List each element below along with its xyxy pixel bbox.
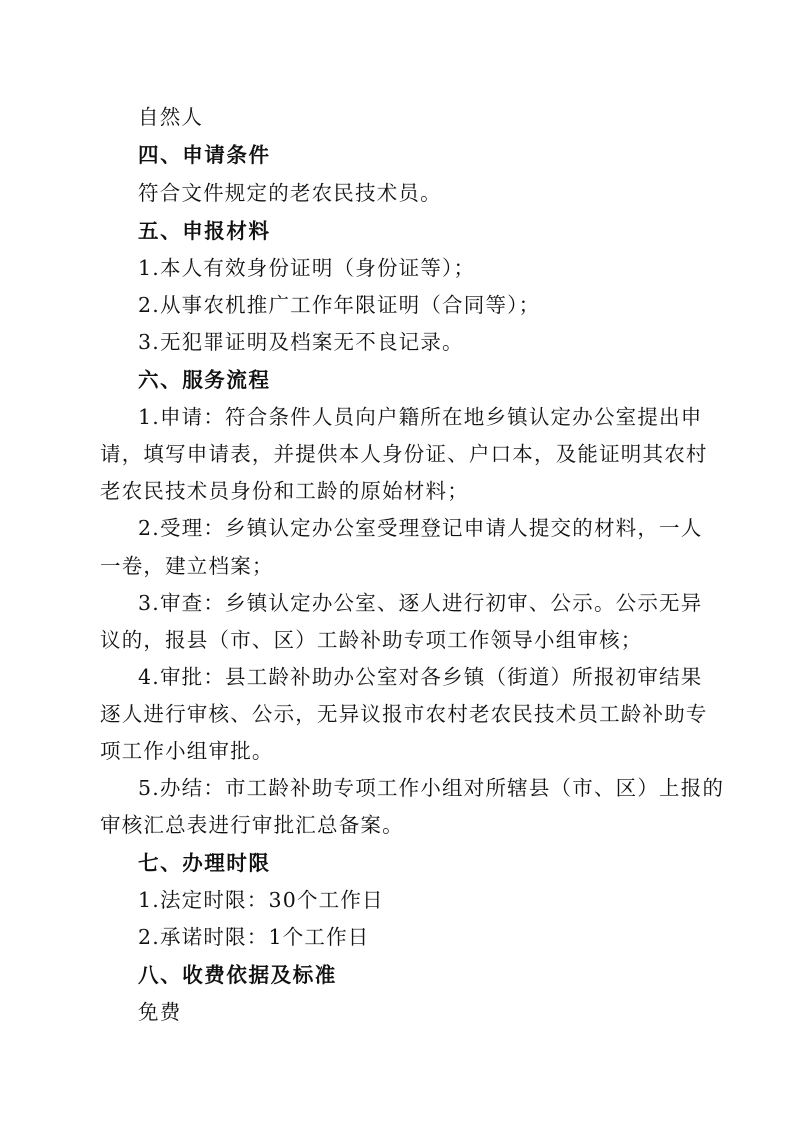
- text-process-4-cont-2: 项工作小组审批。: [100, 739, 274, 763]
- text-process-1-cont-2: 老农民技术员身份和工龄的原始材料；: [100, 479, 469, 503]
- text-process-5-cont: 审核汇总表进行审批汇总备案。: [100, 813, 404, 837]
- text-conditions: 符合文件规定的老农民技术员。: [138, 181, 442, 205]
- text-process-5: 5.办结：市工龄补助专项工作小组对所辖县（市、区）上报的: [138, 776, 725, 800]
- text-natural-person: 自然人: [138, 105, 204, 129]
- text-process-3: 3.审查：乡镇认定办公室、逐人进行初审、公示。公示无异: [138, 591, 703, 615]
- text-process-2-cont: 一卷，建立档案；: [100, 554, 274, 578]
- text-process-4-cont-1: 逐人进行审核、公示，无异议报市农村老农民技术员工龄补助专: [100, 702, 708, 726]
- text-time-statutory: 1.法定时限：30个工作日: [138, 888, 384, 912]
- heading-application-conditions: 四、申请条件: [138, 143, 271, 167]
- heading-application-materials: 五、申报材料: [138, 219, 271, 243]
- text-process-2: 2.受理：乡镇认定办公室受理登记申请人提交的材料，一人: [138, 516, 703, 540]
- text-time-promised: 2.承诺时限：1个工作日: [138, 925, 370, 949]
- text-process-3-cont: 议的，报县（市、区）工龄补助专项工作领导小组审核；: [100, 628, 643, 652]
- text-process-1: 1.申请：符合条件人员向户籍所在地乡镇认定办公室提出申: [138, 405, 703, 429]
- heading-processing-time: 七、办理时限: [138, 851, 271, 875]
- text-process-1-cont-1: 请，填写申请表，并提供本人身份证、户口本，及能证明其农村: [100, 442, 708, 466]
- text-free: 免费: [138, 1000, 182, 1024]
- heading-fees: 八、收费依据及标准: [138, 963, 337, 987]
- text-material-2: 2.从事农机推广工作年限证明（合同等）；: [138, 293, 541, 317]
- text-material-1: 1.本人有效身份证明（身份证等）；: [138, 256, 476, 280]
- text-material-3: 3.无犯罪证明及档案无不良记录。: [138, 330, 464, 354]
- heading-service-process: 六、服务流程: [138, 368, 271, 392]
- text-process-4: 4.审批：县工龄补助办公室对各乡镇（街道）所报初审结果: [138, 665, 703, 689]
